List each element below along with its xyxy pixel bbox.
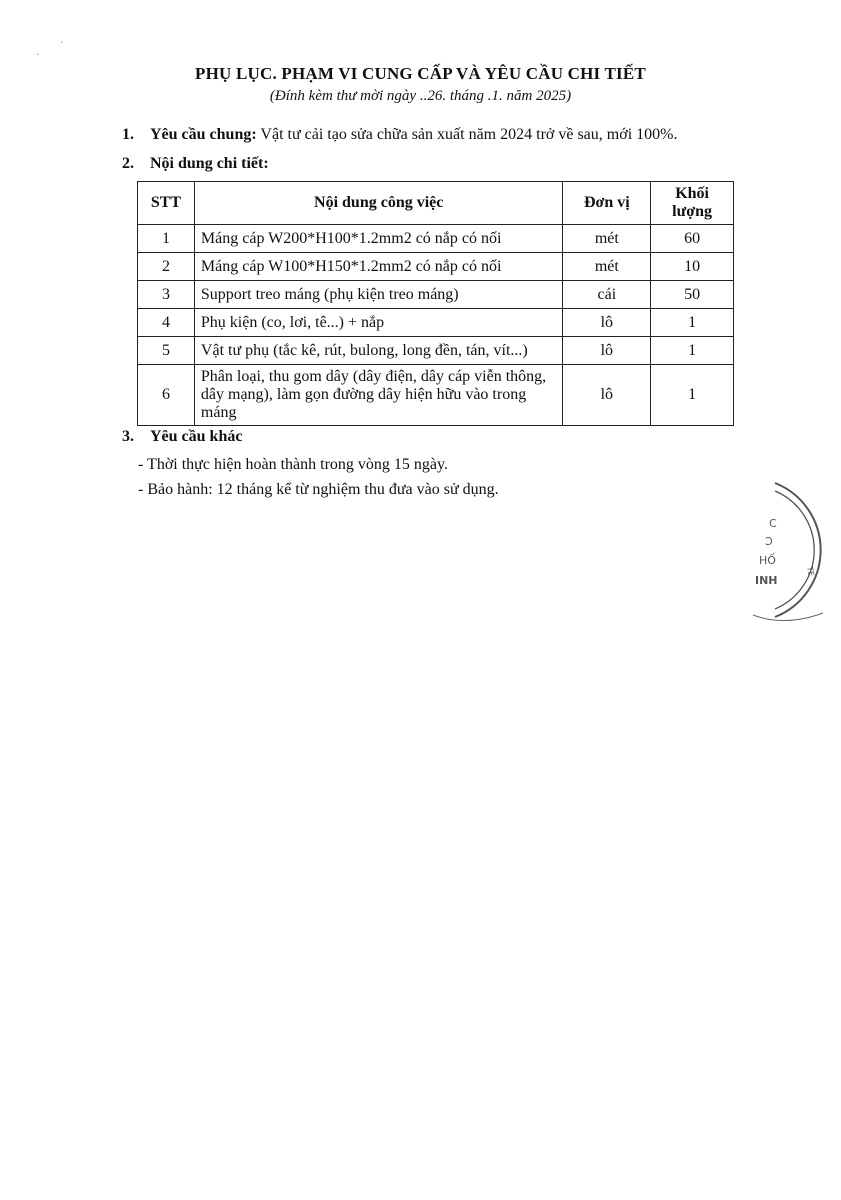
cell-quantity: 10	[651, 253, 734, 281]
section-number: 1.	[122, 126, 134, 143]
section-number: 2.	[122, 155, 134, 172]
document-subtitle	[0, 88, 841, 105]
cell-stt: 2	[138, 253, 195, 281]
list-item: - Bảo hành: 12 tháng kể từ nghiệm thu đưa vào sử dụng.	[138, 481, 499, 498]
seal-smudge	[753, 613, 823, 621]
cell-description: Máng cáp W200*H100*1.2mm2 có nắp có nối	[194, 225, 563, 253]
cell-stt: 4	[138, 309, 195, 337]
subtitle-month: .1.	[487, 88, 503, 104]
table-row	[138, 225, 734, 253]
subtitle-day: ..26.	[419, 88, 447, 104]
cell-stt: 6	[138, 365, 195, 426]
subtitle-month-label: tháng	[449, 88, 484, 104]
section-general	[122, 126, 677, 144]
cell-quantity: 60	[651, 225, 734, 253]
cell-quantity: 1	[651, 337, 734, 365]
cell-quantity: 1	[651, 309, 734, 337]
header-stt: STT	[138, 182, 195, 225]
scope-table	[137, 181, 734, 426]
section-other	[122, 428, 242, 446]
cell-description: Phân loại, thu gom dây (dây điện, dây cáp viễn thông, dây mạng), làm gọn đường dây hiện hữu vào trong máng	[194, 365, 563, 426]
seal-text-fragment: INH	[755, 574, 778, 587]
cell-unit: cái	[563, 281, 651, 309]
scan-speck: ·	[36, 50, 40, 61]
company-seal-stamp	[735, 475, 835, 625]
table-header-row	[138, 182, 734, 225]
header-quantity: Khối lượng	[651, 182, 734, 225]
cell-quantity: 1	[651, 365, 734, 426]
header-unit: Đơn vị	[563, 182, 651, 225]
cell-description: Máng cáp W100*H150*1.2mm2 có nắp có nối	[194, 253, 563, 281]
subtitle-prefix: (Đính kèm thư mời ngày	[269, 88, 417, 104]
cell-unit: lô	[563, 365, 651, 426]
section-heading: Yêu cầu khác	[150, 428, 243, 445]
section-heading: Yêu cầu chung:	[150, 126, 257, 143]
section-number: 3.	[122, 428, 134, 445]
cell-unit: mét	[563, 225, 651, 253]
cell-quantity: 50	[651, 281, 734, 309]
table-row	[138, 365, 734, 426]
section-details	[122, 155, 269, 173]
cell-description: Phụ kiện (co, lơi, tê...) + nắp	[194, 309, 563, 337]
cell-stt: 1	[138, 225, 195, 253]
section-text: Vật tư cải tạo sửa chữa sản xuất năm 2024 trở về sau, mới 100%.	[260, 126, 678, 143]
cell-unit: lô	[563, 309, 651, 337]
seal-text-fragment: TE	[805, 565, 816, 578]
table-row	[138, 309, 734, 337]
scan-speck: ·	[60, 38, 64, 49]
document-title: PHỤ LỤC. PHẠM VI CUNG CẤP VÀ YÊU CẦU CHI TIẾT	[195, 64, 646, 83]
table-row	[138, 281, 734, 309]
cell-description: Vật tư phụ (tắc kê, rút, bulong, long đền, tán, vít...)	[194, 337, 563, 365]
cell-stt: 3	[138, 281, 195, 309]
cell-unit: lô	[563, 337, 651, 365]
seal-text-fragment: HỐ	[759, 554, 776, 567]
cell-description: Support treo máng (phụ kiện treo máng)	[194, 281, 563, 309]
header-description: Nội dung công việc	[194, 182, 563, 225]
cell-unit: mét	[563, 253, 651, 281]
table-row	[138, 253, 734, 281]
cell-stt: 5	[138, 337, 195, 365]
seal-text-fragment: Ͻ	[765, 535, 773, 548]
table-row	[138, 337, 734, 365]
section-heading: Nội dung chi tiết:	[150, 155, 269, 172]
list-item: - Thời thực hiện hoàn thành trong vòng 15 ngày.	[138, 456, 448, 473]
subtitle-suffix: năm 2025)	[506, 88, 572, 104]
seal-text-fragment: C	[769, 517, 777, 530]
